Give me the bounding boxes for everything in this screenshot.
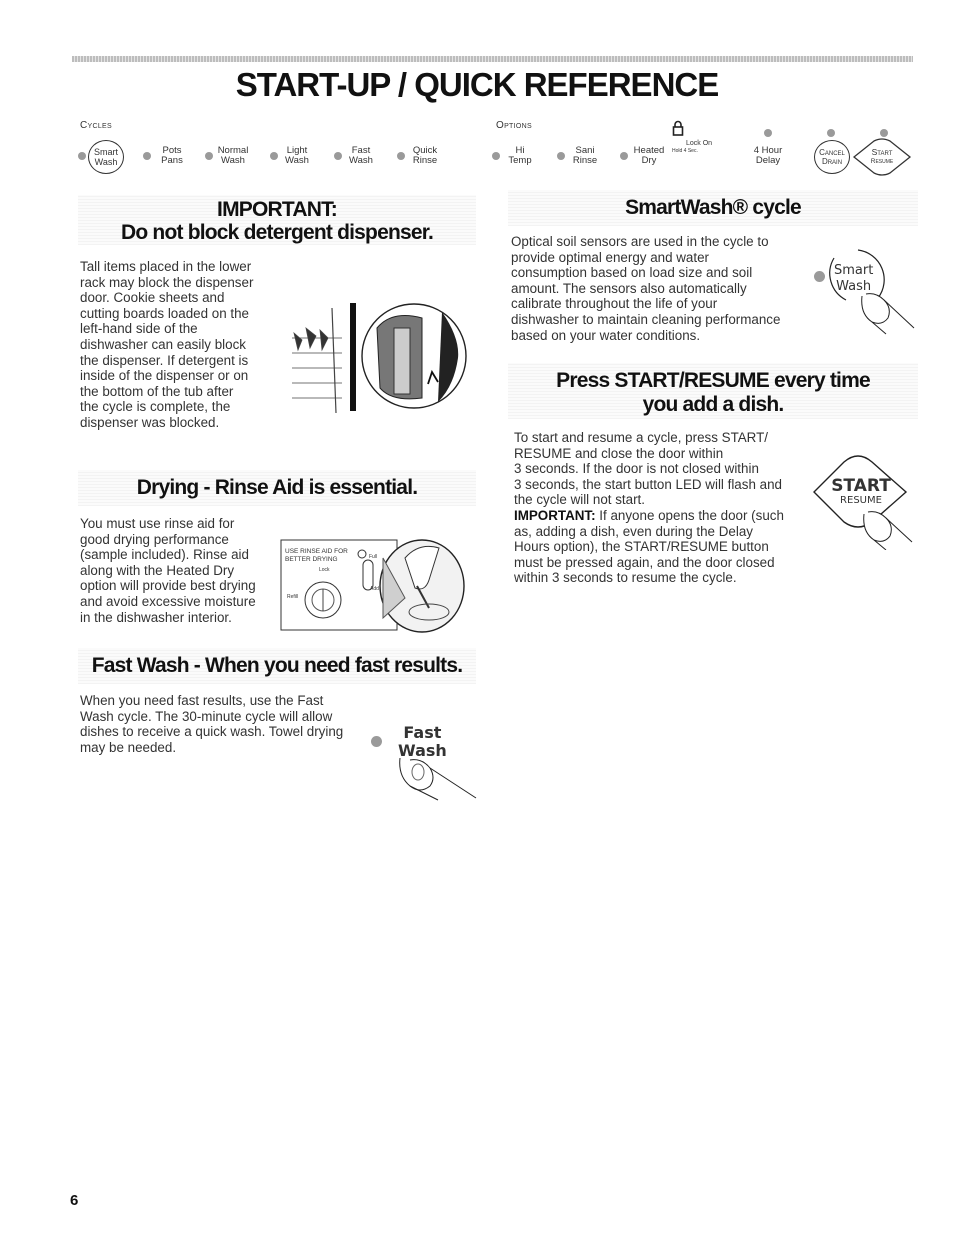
drying-line: along with the Heated Dry xyxy=(80,562,235,578)
light-wash-label-2: Wash xyxy=(285,155,309,166)
sani-rinse-button[interactable] xyxy=(570,146,600,166)
finger-press-icon xyxy=(396,756,478,802)
fastwash-line: dishes to receive a quick wash. Towel drying xyxy=(80,724,344,740)
smart-wash-led xyxy=(78,152,86,160)
fast-wash-led xyxy=(334,152,342,160)
smartwash-line: calibrate throughout the life of your xyxy=(511,296,718,312)
pots-pans-led xyxy=(143,152,151,160)
heated-dry-led xyxy=(620,152,628,160)
fast-wash-illustration-label-2: Wash xyxy=(398,741,447,760)
start-line: 3 seconds, the start button LED will flash and xyxy=(514,476,782,492)
important-heading: IMPORTANT: xyxy=(217,198,337,221)
start-line: the cycle will not start. xyxy=(514,492,645,508)
pots-pans-button[interactable] xyxy=(158,146,186,166)
light-wash-button[interactable] xyxy=(282,146,312,166)
normal-wash-label-1: Normal xyxy=(217,145,249,156)
lock-hold-label: Hold 4 Sec. xyxy=(672,148,698,154)
refill-label: Refill xyxy=(287,594,299,600)
smart-wash-label-2: Wash xyxy=(94,157,118,167)
important-line: the dispenser. If detergent is xyxy=(80,352,249,368)
fast-wash-illustration-button xyxy=(398,724,447,760)
options-label: Options xyxy=(496,120,532,131)
hi-temp-label-2: Temp xyxy=(508,155,532,166)
start-heading-2: you add a dish. xyxy=(642,393,784,416)
hi-temp-button[interactable] xyxy=(505,146,535,166)
delay-label-1: 4 Hour xyxy=(753,145,783,156)
hi-temp-led xyxy=(492,152,500,160)
drying-body xyxy=(80,516,280,625)
resume-illustration-label: RESUME xyxy=(840,495,882,506)
fast-wash-panel-label-1: Fast xyxy=(351,145,371,156)
fast-wash-panel-button[interactable] xyxy=(346,146,376,166)
smart-wash-button[interactable] xyxy=(88,140,124,174)
fastwash-body xyxy=(80,693,380,755)
quick-rinse-label-1: Quick xyxy=(412,145,438,156)
start-important-label: IMPORTANT: xyxy=(514,507,596,523)
drain-label: Drain xyxy=(821,157,843,166)
smartwash-line: provide optimal energy and water xyxy=(511,249,709,265)
drying-line: (sample included). Rinse aid xyxy=(80,547,249,563)
important-line: dispenser was blocked. xyxy=(80,414,220,430)
start-important-line: must be pressed again, and the door closed xyxy=(514,554,775,570)
start-resume-panel-button[interactable] xyxy=(852,138,912,176)
sani-rinse-label-2: Rinse xyxy=(572,155,598,166)
cancel-drain-button[interactable] xyxy=(814,140,850,174)
fastwash-line: may be needed. xyxy=(80,739,177,755)
smart-wash-illustration-label-1: Smart xyxy=(834,263,874,278)
drying-banner xyxy=(78,470,476,506)
cancel-led xyxy=(827,129,835,137)
important-line: rack may block the dispenser xyxy=(80,274,254,290)
fast-wash-illustration-label-1: Fast xyxy=(403,723,442,742)
important-line: the cycle is complete, the xyxy=(80,399,231,415)
start-panel-label: Start xyxy=(871,147,893,157)
quick-rinse-button[interactable] xyxy=(409,146,441,166)
delay-label-2: Delay xyxy=(755,155,781,166)
fast-wash-panel-label-2: Wash xyxy=(349,155,373,166)
cycles-label: Cycles xyxy=(80,120,112,131)
rinse-aid-illustration xyxy=(279,538,465,634)
normal-wash-label-2: Wash xyxy=(221,155,245,166)
start-illustration-label: START xyxy=(831,476,891,496)
drying-line: You must use rinse aid for xyxy=(80,516,235,531)
smart-wash-illustration-led xyxy=(814,271,825,282)
page-title: START-UP / QUICK REFERENCE xyxy=(235,66,719,103)
important-line: door. Cookie sheets and xyxy=(80,290,225,306)
important-body xyxy=(80,259,280,431)
smart-wash-label-1: Smart xyxy=(93,147,118,157)
start-heading-1: Press START/RESUME every time xyxy=(556,369,870,392)
sani-rinse-led xyxy=(557,152,565,160)
quick-rinse-led xyxy=(397,152,405,160)
important-banner xyxy=(78,195,476,245)
lock-icon xyxy=(672,120,684,136)
rinse-aid-label-1: USE RINSE AID FOR xyxy=(285,548,348,555)
start-body xyxy=(514,430,804,586)
normal-wash-button[interactable] xyxy=(215,146,251,166)
fastwash-line: Wash cycle. The 30-minute cycle will allow xyxy=(80,708,333,724)
start-resume-panel-label xyxy=(852,148,912,166)
start-important-line: Hours option), the START/RESUME button xyxy=(514,539,769,555)
page-number: 6 xyxy=(70,1192,79,1209)
fastwash-heading: Fast Wash - When you need fast results. xyxy=(91,654,463,677)
header-rule xyxy=(72,56,913,62)
smartwash-line: Optical soil sensors are used in the cycle to xyxy=(511,234,769,249)
delay-button[interactable] xyxy=(748,146,788,166)
sani-rinse-label-1: Sani xyxy=(575,145,595,156)
important-line: cutting boards loaded on the xyxy=(80,305,249,321)
important-subheading: Do not block detergent dispenser. xyxy=(121,221,433,244)
heated-dry-label-2: Dry xyxy=(641,155,657,166)
smartwash-line: consumption based on load size and soil xyxy=(511,265,753,281)
lock-label: Lock xyxy=(319,567,330,573)
drying-line: option will provide best drying xyxy=(80,578,256,594)
start-line: 3 seconds. If the door is not closed within xyxy=(514,461,759,477)
fastwash-line: When you need fast results, use the Fast xyxy=(80,693,324,708)
hi-temp-label-1: Hi xyxy=(515,145,525,156)
add-label: Add xyxy=(370,586,379,592)
quick-rinse-label-2: Rinse xyxy=(412,155,438,166)
cancel-label: Cancel xyxy=(819,148,845,157)
light-wash-led xyxy=(270,152,278,160)
important-line: the bottom of the tub after xyxy=(80,383,234,399)
drying-line: good drying performance xyxy=(80,531,229,547)
fast-wash-illustration-led xyxy=(371,736,382,747)
lock-on-label: Lock On xyxy=(686,140,713,147)
smartwash-line: amount. The sensors also automatically xyxy=(511,280,747,296)
delay-led xyxy=(764,129,772,137)
fastwash-banner xyxy=(78,648,476,684)
heated-dry-label-1: Heated xyxy=(633,145,665,156)
smart-wash-illustration-label-2: Wash xyxy=(836,279,872,294)
start-led xyxy=(880,129,888,137)
smartwash-line: based on your water conditions. xyxy=(511,327,701,343)
start-important-line: within 3 seconds to resume the cycle. xyxy=(514,570,737,586)
start-line: To start and resume a cycle, press START/ xyxy=(514,430,769,445)
drying-heading: Drying - Rinse Aid is essential. xyxy=(136,476,418,499)
important-line: left-hand side of the xyxy=(80,321,198,337)
important-line: dishwasher can easily block xyxy=(80,336,246,352)
normal-wash-led xyxy=(205,152,213,160)
start-important-first: If anyone opens the door (such xyxy=(595,507,784,523)
start-line: RESUME and close the door within xyxy=(514,445,724,461)
start-banner xyxy=(508,363,918,419)
pots-pans-label-2: Pans xyxy=(161,155,183,166)
rinse-aid-label-2: BETTER DRYING xyxy=(285,556,338,563)
smartwash-body xyxy=(511,234,811,343)
rinse-aid-label xyxy=(285,548,348,564)
smart-wash-illustration-button xyxy=(834,263,873,295)
smartwash-banner xyxy=(508,190,918,226)
resume-panel-label: Resume xyxy=(870,158,894,165)
heated-dry-button[interactable] xyxy=(631,146,667,166)
important-line: inside of the dispenser or on xyxy=(80,368,249,384)
full-label: Full xyxy=(369,554,378,560)
pots-pans-label-1: Pots xyxy=(162,145,182,156)
drying-line: in the dishwasher interior. xyxy=(80,609,232,625)
dispenser-blocked-illustration xyxy=(282,298,472,416)
important-line: Tall items placed in the lower xyxy=(80,259,252,274)
drying-line: and avoid excessive moisture xyxy=(80,593,256,609)
start-important-line: as, adding a dish, even during the Delay xyxy=(514,523,753,539)
smartwash-line: dishwasher to maintain cleaning performance xyxy=(511,311,781,327)
start-resume-illustration-button xyxy=(824,478,898,506)
light-wash-label-1: Light xyxy=(286,145,308,156)
smartwash-heading: SmartWash® cycle xyxy=(625,196,801,219)
